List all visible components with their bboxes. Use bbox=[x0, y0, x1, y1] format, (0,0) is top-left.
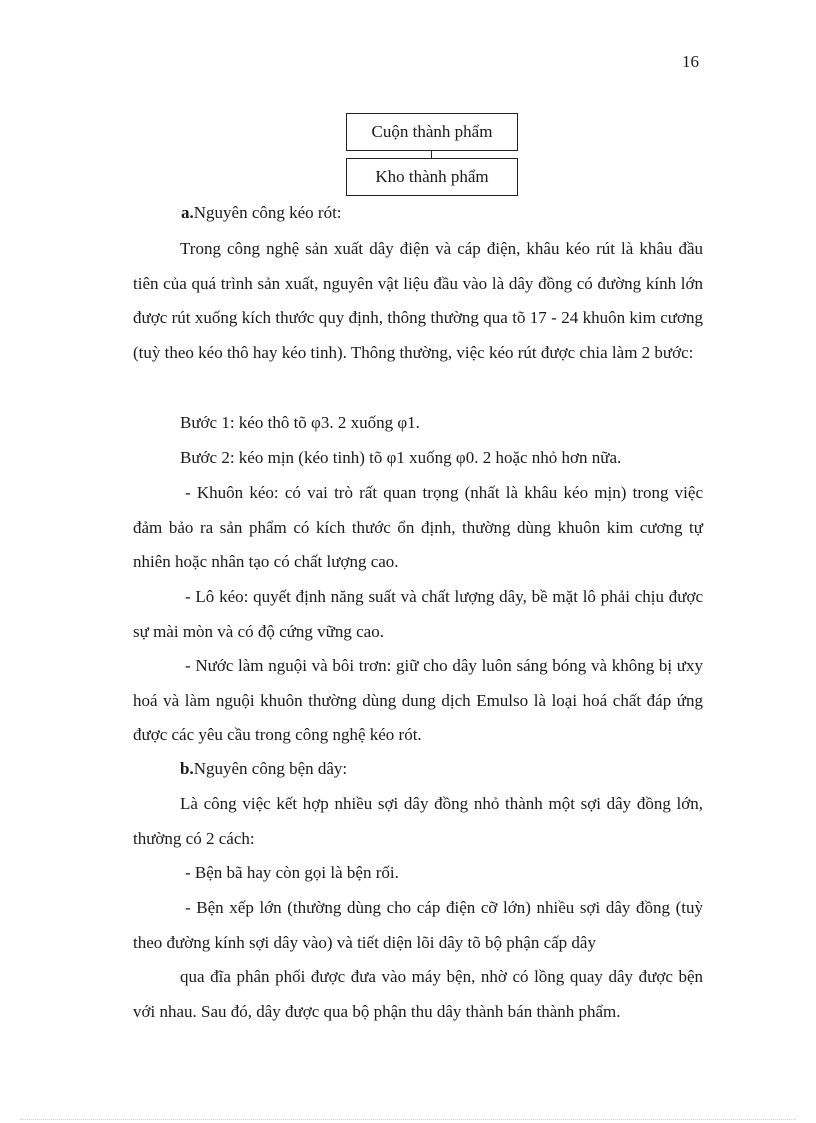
flowchart-box-cuon-thanh-pham bbox=[346, 113, 518, 151]
step-2: Bước 2: kéo mịn (kéo tinh) tõ φ1 xuống φ0. 2 hoặc nhỏ hơn nữa. bbox=[180, 448, 622, 467]
paragraph-ben-final: qua đĩa phân phối được đưa vào máy bện, nhờ có lồng quay dây được bện với nhau. Sau đó, dây được qua bộ phận thu dây thành bán thành phẩm. bbox=[133, 967, 703, 1021]
step-1: Bước 1: kéo thô tõ φ3. 2 xuống φ1. bbox=[180, 413, 420, 432]
flowchart-box-kho-thanh-pham bbox=[346, 158, 518, 196]
paragraph-ben-xep-lon: - Bện xếp lớn (thường dùng cho cáp điện cỡ lớn) nhiều sợi dây đồng (tuỳ theo đường kính sợi dây vào) và tiết diện lõi dây tõ bộ phận cấp dây bbox=[133, 898, 703, 952]
paragraph-ben-day-intro: Là công việc kết hợp nhiều sợi dây đồng nhỏ thành một sợi dây đồng lớn, thường có 2 cách: bbox=[133, 794, 703, 848]
section-a-label: a. bbox=[181, 203, 194, 222]
section-a-heading bbox=[181, 196, 681, 231]
paragraph-ben-ba: - Bện bã hay còn gọi là bện rối. bbox=[185, 863, 399, 882]
paragraph-nuoc-lam-nguoi: - Nước làm nguội và bôi trơn: giữ cho dây luôn sáng bóng và không bị ưxy hoá và làm nguội khuôn thường dùng dung dịch Emulso là loại hoá chất đáp ứng được các yêu cầu trong công nghệ kéo rót. bbox=[133, 656, 703, 744]
section-b-heading bbox=[180, 752, 680, 787]
flowchart-box-label: Kho thành phẩm bbox=[375, 167, 489, 186]
flowchart-box-label: Cuộn thành phẩm bbox=[371, 122, 493, 141]
section-b-label: b. bbox=[180, 759, 194, 778]
paragraph-lo-keo: - Lô kéo: quyết định năng suất và chất lượng dây, bề mặt lô phải chịu được sự mài mòn và có độ cứng vững cao. bbox=[133, 587, 703, 641]
section-b-title: Nguyên công bện dây: bbox=[193, 759, 348, 778]
page-bottom-rule bbox=[20, 1119, 796, 1120]
paragraph-khuon-keo: - Khuôn kéo: có vai trò rất quan trọng (nhất là khâu kéo mịn) trong việc đảm bảo ra sản phẩm có kích thước ổn định, thường dùng khuôn kim cương tự nhiên hoặc nhân tạo có chất lượng cao. bbox=[133, 483, 703, 571]
section-a-title: Nguyên công kéo rót: bbox=[193, 203, 342, 222]
paragraph-keo-rut-intro: Trong công nghệ sản xuất dây điện và cáp điện, khâu kéo rút là khâu đầu tiên của quá trình sản xuất, nguyên vật liệu đầu vào là dây đồng có đường kính lớn được rút xuống kích thước quy định, thông thường qua tõ 17 - 24 khuôn kim cương (tuỳ theo kéo thô hay kéo tinh). Thông thường, việc kéo rút được chia làm 2 bước: bbox=[133, 239, 703, 362]
page-number: 16 bbox=[682, 52, 699, 71]
